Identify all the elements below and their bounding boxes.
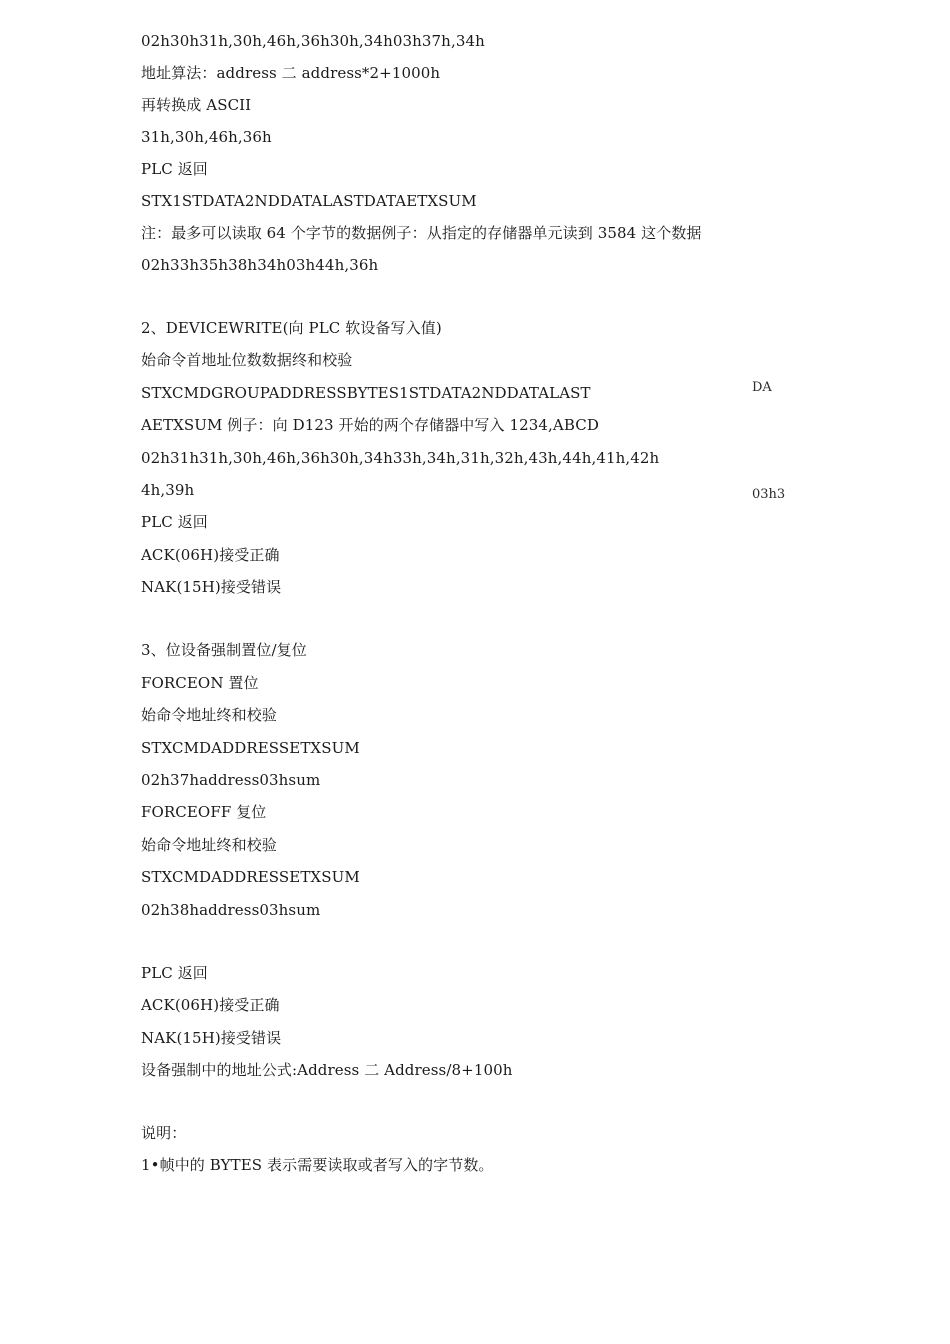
nak-line: NAK(15H)接受错误	[141, 578, 282, 596]
frame-fields-line: 始命令地址终和校验	[141, 706, 277, 724]
frame-format-line: STXCMDGROUPADDRESSBYTES1STDATA2NDDATALAST	[141, 384, 591, 402]
frame-fields-line: 始命令地址终和校验	[141, 836, 277, 854]
margin-fragment: DA	[752, 381, 772, 392]
hex-values-line: 31h,30h,46h,36h	[141, 128, 272, 146]
frame-format-line: STXCMDADDRESSETXSUM	[141, 868, 360, 886]
hex-example-line: 02h38haddress03hsum	[141, 901, 321, 919]
note-item: 1•帧中的 BYTES 表示需要读取或者写入的字节数。	[141, 1156, 494, 1174]
hex-frame-line: 02h30h31h,30h,46h,36h30h,34h03h37h,34h	[141, 32, 485, 50]
hex-example-line: 02h31h31h,30h,46h,36h30h,34h33h,34h,31h,32h,43h,44h,41h,42h	[141, 449, 660, 467]
force-address-formula-line: 设备强制中的地址公式:Address 二 Address/8+100h	[141, 1061, 513, 1079]
address-formula-line: 地址算法：address 二 address*2+1000h	[141, 64, 441, 82]
hex-example-continuation: 4h,39h	[141, 481, 195, 499]
forceon-line: FORCEON 置位	[141, 674, 259, 692]
hex-example-line: 02h33h35h38h34h03h44h,36h	[141, 256, 379, 274]
frame-format-line: STXCMDADDRESSETXSUM	[141, 739, 360, 757]
notes-heading: 说明：	[141, 1124, 187, 1142]
frame-fields-line: 始命令首地址位数数据终和校验	[141, 351, 353, 369]
ack-line: ACK(06H)接受正确	[141, 996, 280, 1014]
section-heading-devicewrite: 2、DEVICEWRITE(向 PLC 软设备写入值)	[141, 319, 442, 337]
ascii-convert-line: 再转换成 ASCII	[141, 96, 252, 114]
nak-line: NAK(15H)接受错误	[141, 1029, 282, 1047]
plc-return-heading: PLC 返回	[141, 513, 208, 531]
forceoff-line: FORCEOFF 复位	[141, 803, 267, 821]
hex-example-line: 02h37haddress03hsum	[141, 771, 321, 789]
ack-line: ACK(06H)接受正确	[141, 546, 280, 564]
plc-return-heading: PLC 返回	[141, 160, 208, 178]
plc-return-heading: PLC 返回	[141, 964, 208, 982]
example-line: AETXSUM 例子：向 D123 开始的两个存储器中写入 1234,ABCD	[141, 416, 599, 434]
note-line: 注：最多可以读取 64 个字节的数据例子：从指定的存储器单元读到 3584 这个数据	[141, 224, 702, 242]
frame-format-line: STX1STDATA2NDDATALASTDATAETXSUM	[141, 192, 477, 210]
margin-fragment: 03h3	[752, 488, 786, 499]
section-heading-force: 3、位设备强制置位/复位	[141, 641, 307, 659]
